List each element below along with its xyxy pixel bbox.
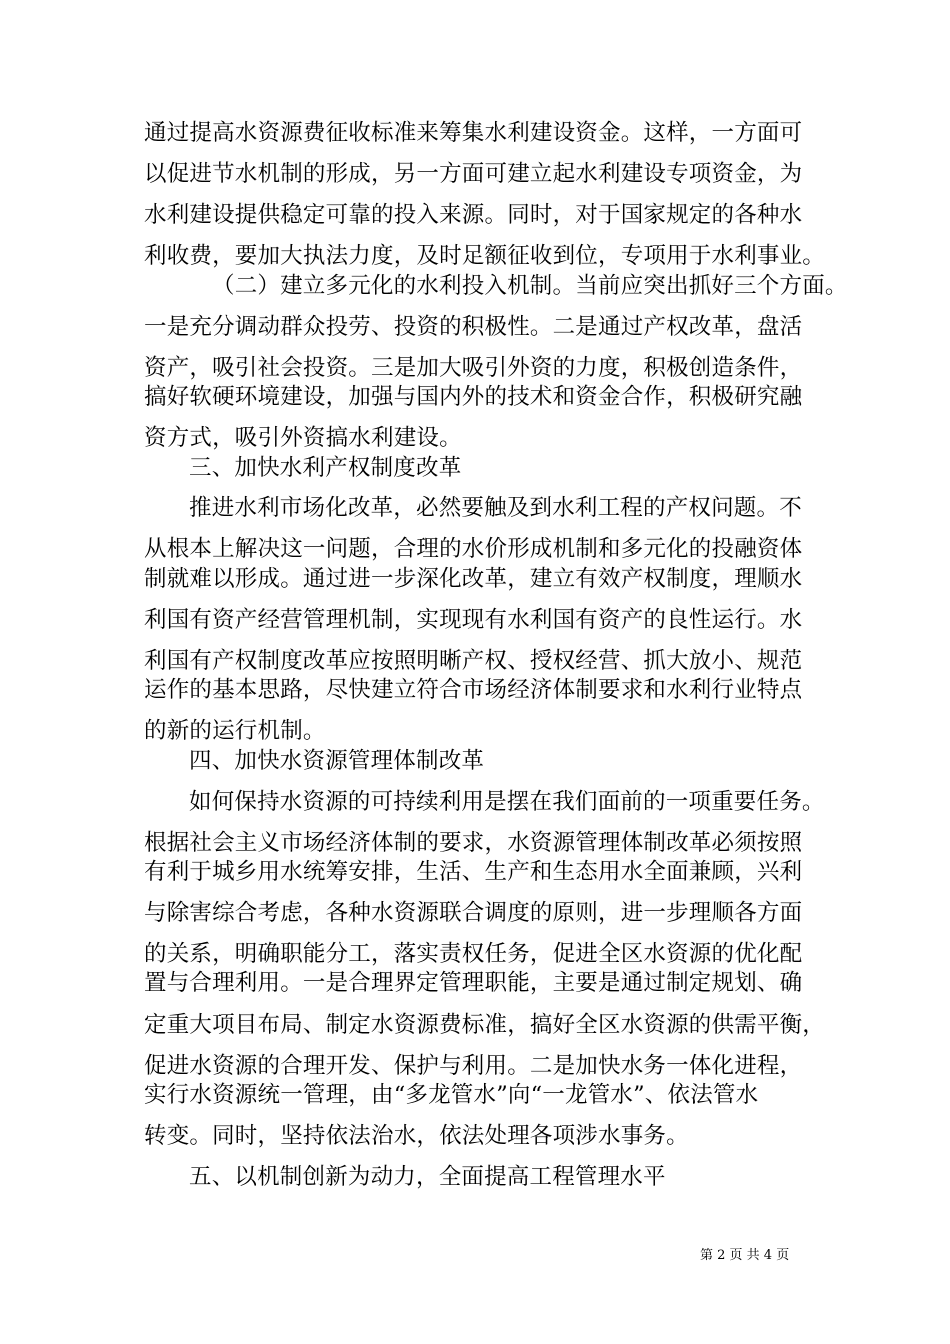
paragraph-line: 定重大项目布局、制定水资源费标准，搞好全区水资源的供需平衡， <box>144 1012 826 1038</box>
paragraph-line: 推进水利市场化改革，必然要触及到水利工程的产权问题。不 <box>189 495 802 521</box>
paragraph-line: 制就难以形成。通过进一步深化改革，建立有效产权制度，理顺水 <box>144 566 803 592</box>
paragraph-line: 有利于城乡用水统筹安排，生活、生产和生态用水全面兼顾，兴利 <box>144 859 803 885</box>
paragraph-line: 一是充分调动群众投劳、投资的积极性。二是通过产权改革，盘活 <box>144 314 803 340</box>
paragraph-line: 的关系，明确职能分工，落实责权任务，促进全区水资源的优化配 <box>144 941 803 967</box>
paragraph-line: 置与合理利用。一是合理界定管理职能，主要是通过制定规划、确 <box>144 970 803 996</box>
paragraph-line: 资方式，吸引外资搞水利建设。 <box>144 425 462 451</box>
section-heading: 四、加快水资源管理体制改革 <box>189 748 485 774</box>
paragraph-line: 通过提高水资源费征收标准来筹集水利建设资金。这样，一方面可 <box>144 120 803 146</box>
paragraph-line: 搞好软硬环境建设，加强与国内外的技术和资金合作，积极研究融 <box>144 384 803 410</box>
section-heading: 五、以机制创新为动力，全面提高工程管理水平 <box>189 1164 666 1190</box>
paragraph-line: 以促进节水机制的形成，另一方面可建立起水利建设专项资金，为 <box>144 161 803 187</box>
paragraph-line: 水利建设提供稳定可靠的投入来源。同时，对于国家规定的各种水 <box>144 202 803 228</box>
page-number: 第 2 页 共 4 页 <box>700 1248 790 1263</box>
paragraph-line: 实行水资源统一管理，由“多龙管水”向“一龙管水”、依法管水 <box>144 1082 759 1108</box>
paragraph-line: 的新的运行机制。 <box>144 718 326 744</box>
paragraph-line: 利国有产权制度改革应按照明晰产权、授权经营、抓大放小、规范 <box>144 648 803 674</box>
paragraph-line: 运作的基本思路，尽快建立符合市场经济体制要求和水利行业特点 <box>144 677 803 703</box>
section-heading: 三、加快水利产权制度改革 <box>189 455 462 481</box>
paragraph-line: 转变。同时，坚持依法治水，依法处理各项涉水事务。 <box>144 1123 689 1149</box>
paragraph-line: 从根本上解决这一问题，合理的水价形成机制和多元化的投融资体 <box>144 536 803 562</box>
paragraph-line: 利国有资产经营管理机制，实现现有水利国有资产的良性运行。水 <box>144 607 803 633</box>
paragraph-line: 与除害综合考虑，各种水资源联合调度的原则，进一步理顺各方面 <box>144 900 803 926</box>
paragraph-line: 资产，吸引社会投资。三是加大吸引外资的力度，积极创造条件， <box>144 355 803 381</box>
paragraph-line: 根据社会主义市场经济体制的要求，水资源管理体制改革必须按照 <box>144 830 803 856</box>
paragraph-line: 促进水资源的合理开发、保护与利用。二是加快水务一体化进程， <box>144 1053 803 1079</box>
paragraph-line: 利收费，要加大执法力度，及时足额征收到位，专项用于水利事业。 <box>144 243 826 269</box>
paragraph-line: （二）建立多元化的水利投入机制。当前应突出抓好三个方面。 <box>212 273 848 299</box>
paragraph-line: 如何保持水资源的可持续利用是摆在我们面前的一项重要任务。 <box>189 789 825 815</box>
